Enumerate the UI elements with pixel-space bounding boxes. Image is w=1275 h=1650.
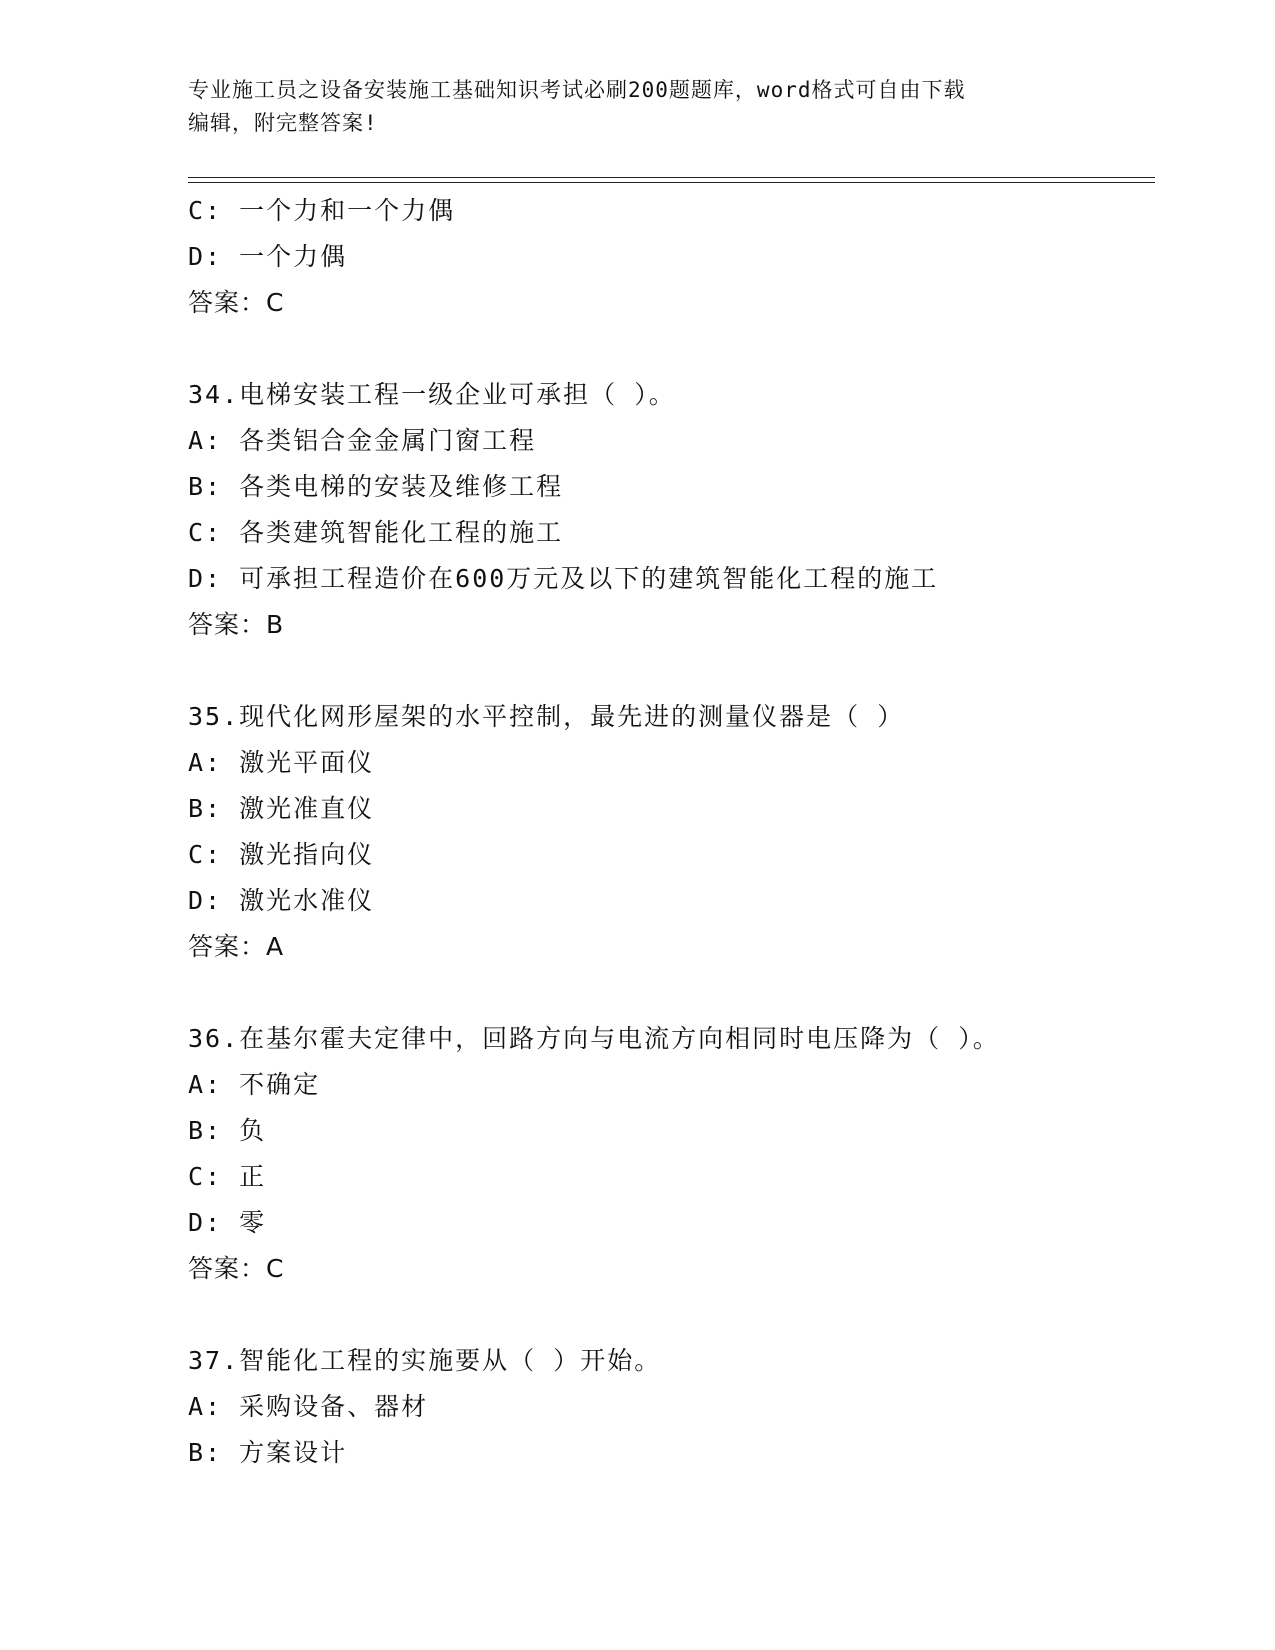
- question-title: 35.现代化网形屋架的水平控制，最先进的测量仪器是（ ）: [188, 702, 905, 731]
- option-c: C: 一个力和一个力偶: [188, 196, 456, 225]
- spacer: [188, 1292, 1148, 1338]
- spacer: [188, 326, 1148, 372]
- option-c: C: 激光指向仪: [188, 840, 375, 869]
- option-b: B: 各类电梯的安装及维修工程: [188, 472, 564, 501]
- option-a: A: 采购设备、器材: [188, 1392, 429, 1421]
- question-37: [188, 1338, 1148, 1476]
- question-34: [188, 372, 1148, 648]
- answer: 答案：B: [188, 610, 285, 639]
- answer: 答案：C: [188, 1254, 285, 1283]
- question-title: 34.电梯安装工程一级企业可承担（ ）。: [188, 380, 676, 409]
- question-list: [188, 188, 1148, 1476]
- question-title: 36.在基尔霍夫定律中，回路方向与电流方向相同时电压降为（ ）。: [188, 1024, 1000, 1053]
- option-a: A: 各类铝合金金属门窗工程: [188, 426, 537, 455]
- header-title-line-2: 编辑，附完整答案!: [188, 111, 378, 135]
- header-divider-top: [188, 177, 1155, 178]
- header-title-line-1: 专业施工员之设备安装施工基础知识考试必刷200题题库，word格式可自由下载: [188, 78, 966, 102]
- question-35: [188, 694, 1148, 970]
- option-c: C: 正: [188, 1162, 267, 1191]
- spacer: [188, 970, 1148, 1016]
- answer: 答案：C: [188, 288, 285, 317]
- question-33-partial: [188, 188, 1148, 326]
- spacer: [188, 648, 1148, 694]
- option-d: D: 零: [188, 1208, 267, 1237]
- option-c: C: 各类建筑智能化工程的施工: [188, 518, 564, 547]
- question-36: [188, 1016, 1148, 1292]
- option-b: B: 激光准直仪: [188, 794, 375, 823]
- option-b: B: 负: [188, 1116, 267, 1145]
- option-a: A: 激光平面仪: [188, 748, 375, 777]
- option-b: B: 方案设计: [188, 1438, 348, 1467]
- header-divider-bottom: [188, 182, 1155, 183]
- answer: 答案：A: [188, 932, 285, 961]
- option-d: D: 一个力偶: [188, 242, 348, 271]
- document-header: [188, 74, 1088, 140]
- option-d: D: 激光水准仪: [188, 886, 375, 915]
- question-title: 37.智能化工程的实施要从（ ）开始。: [188, 1346, 662, 1375]
- option-a: A: 不确定: [188, 1070, 321, 1099]
- option-d: D: 可承担工程造价在600万元及以下的建筑智能化工程的施工: [188, 564, 939, 593]
